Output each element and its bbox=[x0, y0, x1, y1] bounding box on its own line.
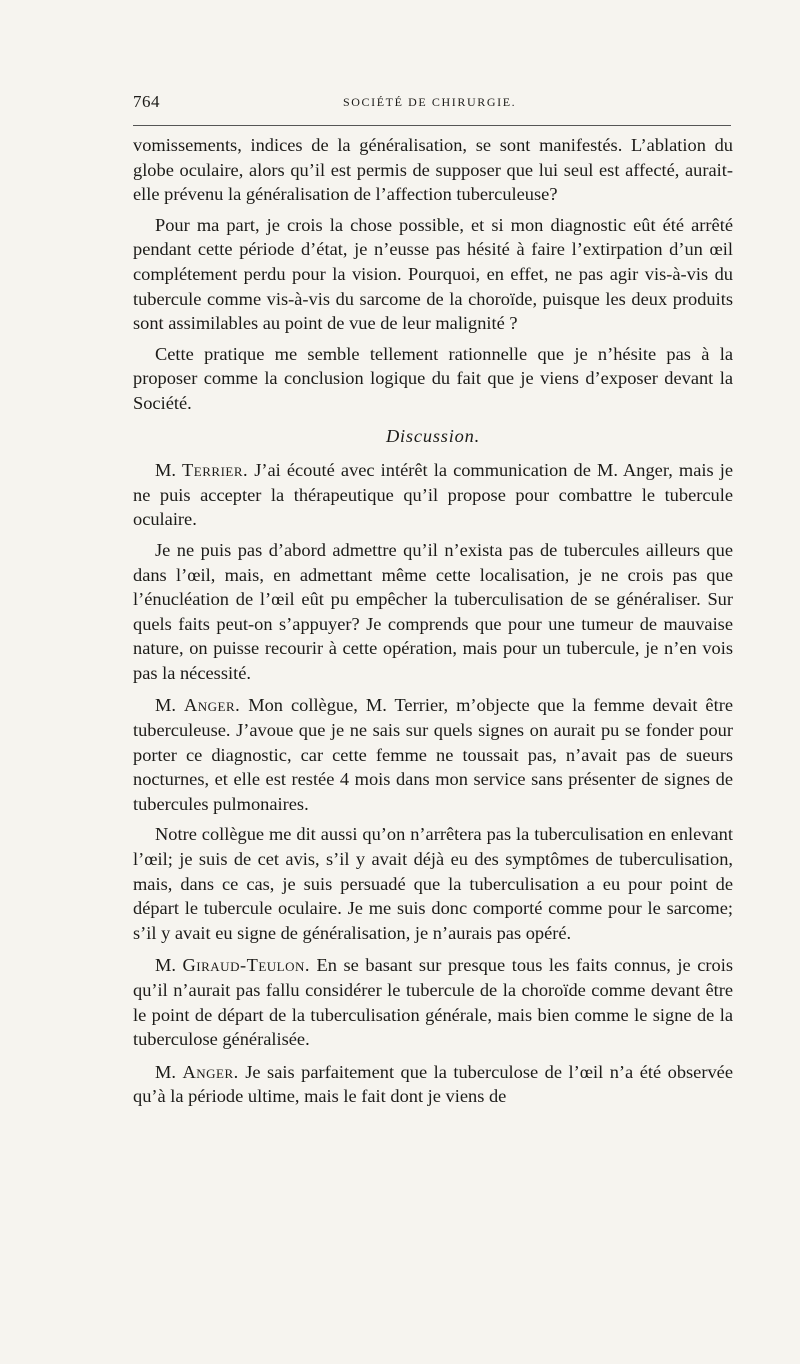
page-header bbox=[133, 92, 733, 116]
discussion-entry bbox=[133, 693, 733, 816]
discussion-entry bbox=[133, 953, 733, 1051]
paragraph: Pour ma part, je crois la chose possible, et si mon diagnostic eût été arrêté pendant cette période d’état, je n’eusse pas hésité à faire l’extirpation d’un œil complétement perdu pour la vision. Pourquoi, en effet, ne pas agir vis-à-vis du tubercule comme vis-à-vis du sarcome de la choroïde, puisque les deux produits sont assimilables au point de vue de leur malignité ? bbox=[133, 214, 733, 334]
paragraph: Cette pratique me semble tellement rationnelle que je n’hésite pas à la proposer comme la conclusion logique du fait que je viens d’exposer devant la Société. bbox=[133, 343, 733, 413]
speaker-title: M. bbox=[155, 460, 176, 481]
speaker-name: Anger. bbox=[183, 695, 241, 716]
paragraph: Je ne puis pas d’abord admettre qu’il n’exista pas de tubercules ailleurs que dans l’œil, mais, en admettant même cette localisation, je ne crois pas que l’énucléation de l’œil eût pu empêcher la tuberculisation de se généraliser. Sur quels faits peut-on s’appuyer? Je comprends que pour une tumeur de mauvaise nature, on puisse recourir à cette opération, mais pour un tubercule, je n’en vois pas la nécessité. bbox=[133, 539, 733, 683]
speaker-name: Giraud-Teulon. bbox=[182, 955, 310, 976]
speaker-text: J’ai écouté avec intérêt la communication de M. Anger, mais je ne puis accepter la thérapeutique qu’il propose pour combattre le tubercule oculaire. bbox=[133, 460, 734, 530]
body-text bbox=[133, 133, 733, 1115]
speaker-text: Je sais parfaitement que la tuberculose de l’œil n’a été observée qu’à la période ultime, mais le fait dont je viens de bbox=[133, 1061, 733, 1107]
speaker-name: Anger. bbox=[182, 1061, 239, 1082]
discussion-entry bbox=[133, 458, 733, 532]
page-number: 764 bbox=[133, 92, 160, 111]
paragraph: vomissements, indices de la généralisation, se sont manifestés. L’ablation du globe oculaire, alors qu’il est permis de supposer que lui seul est affecté, aurait-elle prévenu la généralisation de l’affection tuberculeuse? bbox=[133, 135, 733, 205]
header-rule bbox=[133, 125, 731, 126]
speaker-text: Mon collègue, M. Terrier, m’objecte que la femme devait être tuberculeuse. J’avoue que je ne sais sur quels signes on aurait pu se fonder pour porter ce diagnostic, car cette femme ne toussait pas, n’avait pas de sueurs nocturnes, et elle est restée 4 mois dans mon service sans présenter de signes de tubercules pulmonaires. bbox=[133, 695, 733, 814]
paragraph: Notre collègue me dit aussi qu’on n’arrêtera pas la tuberculisation en enlevant l’œil; je suis de cet avis, s’il y avait déjà eu des symptômes de tuberculisation, mais, dans ce cas, je suis persuadé que la tuberculisation a eu pour point de départ le tubercule oculaire. Je me suis donc comporté comme pour le sarcome; s’il y avait eu signe de généralisation, je n’aurais pas opéré. bbox=[133, 824, 733, 943]
speaker-text: En se basant sur presque tous les faits connus, je crois qu’il n’aurait pas fallu considérer le tubercule de la choroïde comme devant être le point de départ de la tuberculisation générale, mais bien comme le signe de la tuberculose généralisée. bbox=[133, 955, 733, 1050]
speaker-title: M. bbox=[155, 1061, 176, 1082]
speaker-title: M. bbox=[155, 695, 176, 716]
section-heading: Discussion. bbox=[385, 425, 481, 446]
speaker-title: M. bbox=[155, 955, 176, 976]
discussion-entry bbox=[133, 1060, 733, 1109]
speaker-name: Terrier. bbox=[182, 460, 249, 481]
running-head: SOCIÉTÉ DE CHIRURGIE. bbox=[343, 95, 517, 109]
